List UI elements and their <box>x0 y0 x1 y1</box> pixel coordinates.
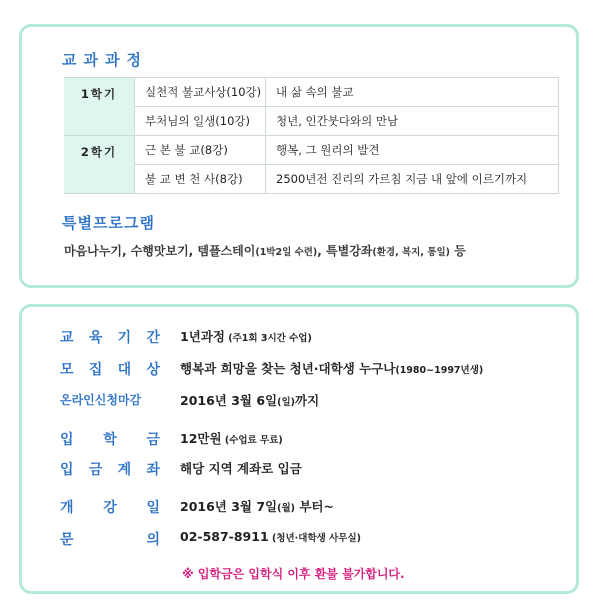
subject-cell: 행복, 그 원리의 발견 <box>266 136 559 165</box>
start-value: 2016년 3월 7일(월) 부터~ <box>180 499 334 514</box>
deadline-value: 2016년 3월 6일(일)까지 <box>180 393 320 408</box>
refund-notice: ※ 입학금은 입학식 이후 환불 불가합니다. <box>182 567 405 581</box>
course-cell: 근 본 불 교(8강) <box>135 136 266 165</box>
table-row <box>64 78 559 107</box>
target-row <box>22 359 576 379</box>
program-description: 마음나누기, 수행맛보기, 템플스테이(1박2일 수련), 특별강좌(환경, 복지, 통일) 등 <box>64 244 466 258</box>
curriculum-card <box>19 24 579 288</box>
contact-row <box>22 529 576 549</box>
curriculum-title: 교과과정 <box>62 51 148 69</box>
table-row <box>64 165 559 194</box>
deadline-label: 온라인신청마감 <box>60 393 142 407</box>
start-label: 개 강 일 <box>60 500 160 516</box>
deadline-row <box>22 391 576 411</box>
curriculum-table <box>64 77 559 194</box>
fee-row <box>22 429 576 449</box>
duration-value: 1년과정 (주1회 3시간 수업) <box>180 329 312 344</box>
course-cell: 실천적 불교사상(10강) <box>135 78 266 107</box>
semester-cell: 2학기 <box>64 136 135 194</box>
fee-value: 12만원 (수업료 무료) <box>180 431 283 446</box>
course-cell: 불 교 변 천 사(8강) <box>135 165 266 194</box>
start-row <box>22 497 576 517</box>
target-label: 모 집 대 상 <box>60 362 160 378</box>
contact-label: 문 의 <box>60 532 160 548</box>
info-card <box>19 304 579 594</box>
target-value: 행복과 희망을 찾는 청년·대학생 누구나(1980~1997년생) <box>180 361 484 376</box>
table-row <box>64 136 559 165</box>
account-label: 입 금 계 좌 <box>60 462 160 478</box>
program-title: 특별프로그램 <box>62 214 155 232</box>
duration-label: 교 육 기 간 <box>60 330 160 346</box>
course-cell: 부처님의 일생(10강) <box>135 107 266 136</box>
subject-cell: 내 삶 속의 불교 <box>266 78 559 107</box>
subject-cell: 2500년전 진리의 가르침 지금 내 앞에 이르기까지 <box>266 165 559 194</box>
duration-row <box>22 327 576 347</box>
account-value: 해당 지역 계좌로 입금 <box>180 461 302 476</box>
subject-cell: 청년, 인간붓다와의 만남 <box>266 107 559 136</box>
table-row <box>64 107 559 136</box>
account-row <box>22 459 576 479</box>
fee-label: 입 학 금 <box>60 432 160 448</box>
contact-value: 02-587-8911 (청년·대학생 사무실) <box>180 529 361 544</box>
semester-cell: 1학기 <box>64 78 135 136</box>
